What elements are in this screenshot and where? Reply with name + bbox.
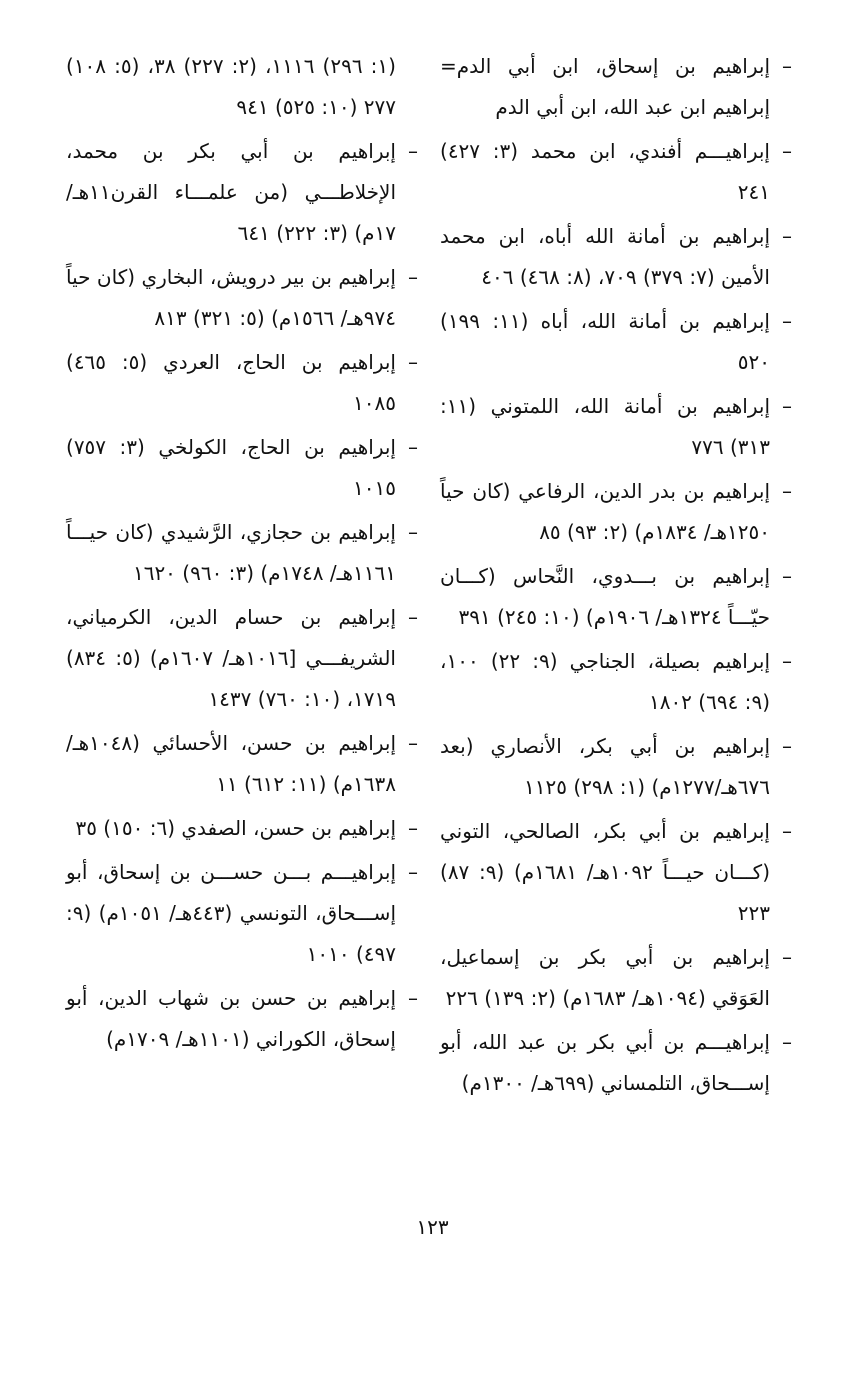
entry-text: إبراهيم بن أمانة الله، اللمتوني (١١: ٣١٣) ٧٧٦	[440, 394, 770, 459]
entry-dash: –	[782, 945, 792, 969]
entry-text: إبراهيم بن الحاج، الكولخي (٣: ٧٥٧) ١٠١٥	[66, 435, 396, 500]
entry-text: إبراهيـــم أفندي، ابن محمد (٣: ٤٢٧) ٢٤١	[440, 139, 770, 204]
entry-text: إبراهيم بن حسن، الأحسائي (١٠٤٨هـ/ ١٦٣٨م) (١١: ٦١٢) ١١	[66, 731, 396, 796]
index-entry	[66, 131, 418, 254]
entry-dash: –	[782, 479, 792, 503]
entry-text: إبراهيم بن أبي بكر بن إسماعيل، العَوَقي (١٠٩٤هـ/ ١٦٨٣م) (٢: ١٣٩) ٢٢٦	[440, 945, 770, 1010]
entry-dash: –	[782, 54, 792, 78]
entry-dash: –	[782, 734, 792, 758]
entry-dash: –	[408, 139, 418, 163]
entry-text: إبراهيم بن حسن، الصفدي (٦: ١٥٠) ٣٥	[75, 816, 396, 840]
entry-dash: –	[408, 605, 418, 629]
entry-dash: –	[408, 350, 418, 374]
entry-text: إبراهيم بن الحاج، العردي (٥: ٤٦٥) ١٠٨٥	[66, 350, 396, 415]
index-entry	[440, 641, 792, 723]
entry-dash: –	[782, 819, 792, 843]
index-entry	[66, 257, 418, 339]
entry-dash: –	[408, 435, 418, 459]
entry-text: إبراهيم بن أبي بكر، الصالحي، التوني (كـــان حيـــاً ١٠٩٢هـ/ ١٦٨١م) (٩: ٨٧) ٢٢٣	[440, 819, 770, 925]
entry-text: إبراهيم بن بير درويش، البخاري (كان حياً ٩٧٤هـ/ ١٥٦٦م) (٥: ٣٢١) ٨١٣	[66, 265, 396, 330]
index-entry	[440, 46, 792, 128]
index-entry	[66, 427, 418, 509]
entry-dash: –	[782, 309, 792, 333]
index-entry	[440, 301, 792, 383]
entry-dash: –	[408, 816, 418, 840]
index-entry	[440, 556, 792, 638]
entry-dash: –	[408, 860, 418, 884]
continued-entry-text: (١: ٢٩٦) ١١١٦، (٢: ٢٢٧) ٣٨، (٥: ١٠٨) ٢٧٧ (١٠: ٥٢٥) ٩٤١	[66, 54, 396, 119]
left-column	[66, 46, 418, 1063]
entry-text: إبراهيم بن أبي بكر بن محمد، الإخلاطـــي (من علمـــاء القرن١١هـ/ ١٧م) (٣: ٢٢٢) ٦٤١	[66, 139, 396, 245]
index-entry	[440, 471, 792, 553]
index-entry	[440, 131, 792, 213]
entry-text: إبراهيـــم بـــن حســـن بن إسحاق، أبو إســـحاق، التونسي (٤٤٣هـ/ ١٠٥١م) (٩: ٤٩٧) ١٠١٠	[66, 860, 396, 966]
index-entry	[440, 937, 792, 1019]
entry-text: إبراهيم بن أبي بكر، الأنصاري (بعد ٦٧٦هـ/١٢٧٧م) (١: ٢٩٨) ١١٢٥	[440, 734, 770, 799]
index-entry	[440, 1022, 792, 1104]
entry-text: إبراهيم بن أمانة الله، أباه (١١: ١٩٩) ٥٢٠	[440, 309, 770, 374]
entry-dash: –	[782, 139, 792, 163]
entry-dash: –	[408, 265, 418, 289]
index-entry	[440, 811, 792, 934]
index-entry	[66, 342, 418, 424]
index-entry	[66, 723, 418, 805]
entry-text: إبراهيم بن حسن بن شهاب الدين، أبو إسحاق، الكوراني (١١٠١هـ/ ١٧٠٩م)	[66, 986, 396, 1051]
entry-dash: –	[782, 649, 792, 673]
index-entry	[440, 216, 792, 298]
index-entry	[440, 726, 792, 808]
index-entry	[66, 808, 418, 849]
entry-text: إبراهيم بن بدر الدين، الرفاعي (كان حياً ١٢٥٠هـ/ ١٨٣٤م) (٢: ٩٣) ٨٥	[440, 479, 770, 544]
entry-dash: –	[782, 224, 792, 248]
right-column	[440, 46, 792, 1107]
index-entry	[66, 852, 418, 975]
index-entry	[66, 597, 418, 720]
entry-text: إبراهيـــم بن أبي بكر بن عبد الله، أبو إســـحاق، التلمساني (٦٩٩هـ/ ١٣٠٠م)	[440, 1030, 770, 1095]
entry-dash: –	[782, 394, 792, 418]
entry-text: إبراهيم بن بـــدوي، النَّحاس (كـــان حيّـــاً ١٣٢٤هـ/ ١٩٠٦م) (١٠: ٢٤٥) ٣٩١	[440, 564, 770, 629]
entry-text: إبراهيم بن حجازي، الرَّشيدي (كان حيـــاً ١١٦١هـ/ ١٧٤٨م) (٣: ٩٦٠) ١٦٢٠	[66, 520, 396, 585]
entry-dash: –	[782, 564, 792, 588]
entry-text: إبراهيم بن أمانة الله أباه، ابن محمد الأمين (٧: ٣٧٩) ٧٠٩، (٨: ٤٦٨) ٤٠٦	[440, 224, 770, 289]
entry-text: إبراهيم بصيلة، الجناجي (٩: ٢٢) ١٠٠، (٩: ٦٩٤) ١٨٠٢	[440, 649, 770, 714]
page-number: ١٢٣	[416, 1215, 449, 1239]
index-entry	[66, 512, 418, 594]
entry-dash: –	[408, 986, 418, 1010]
entry-text: إبراهيم بن إسحاق، ابن أبي الدم= إبراهيم ابن عبد الله، ابن أبي الدم	[440, 54, 770, 119]
index-entry	[66, 978, 418, 1060]
entry-text: إبراهيم بن حسام الدين، الكرمياني، الشريفـــي [١٠١٦هـ/ ١٦٠٧م) (٥: ٨٣٤) ١٧١٩، (١٠: ٧٦٠) ١٤٣٧	[66, 605, 396, 711]
entry-dash: –	[782, 1030, 792, 1054]
entry-dash: –	[408, 731, 418, 755]
entry-dash: –	[408, 520, 418, 544]
index-entry	[440, 386, 792, 468]
